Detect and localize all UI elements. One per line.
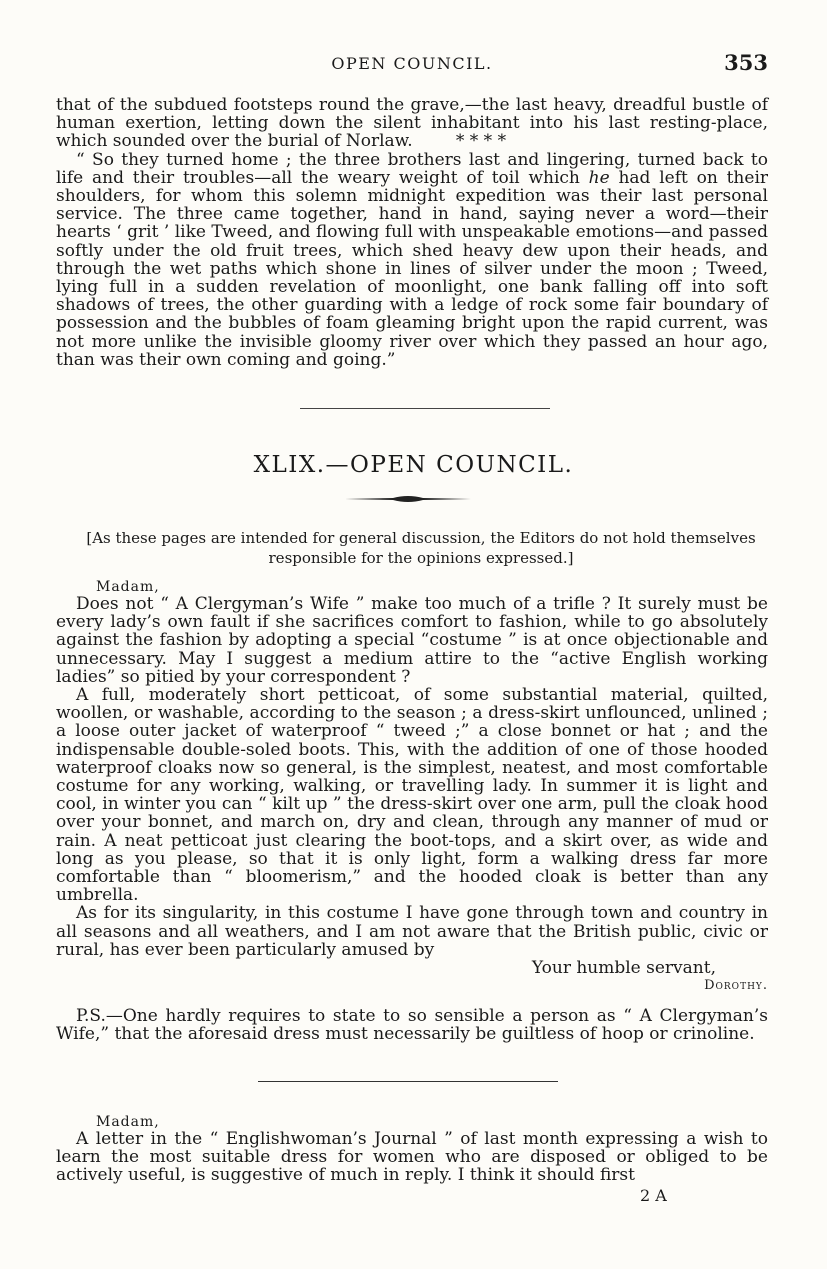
continuation-paragraph-1 — [56, 96, 768, 151]
section-heading: XLIX.—OPEN COUNCIL. — [253, 452, 574, 478]
short-rule — [300, 408, 550, 409]
running-head — [56, 50, 768, 80]
continuation-paragraph-2-rest: had left on their shoulders, for whom this solemn midnight expedition was their last personal service. The three came together, hand in hand, saying never a word—their hearts ‘ grit ’ like Tweed, and flowing full with unspeakable emotions—and passed softly under the old fruit trees, which shed heavy dew upon their heads, and through the wet paths which shone in lines of silver under the moon ; Tweed, lying full in a sudden revelation of moonlight, one bank falling off into soft shadows of trees, the other guarding with a ledge of rock some fair boundary of possession and the bubbles of foam gleaming bright upon the rapid current, was not more unlike the invisible gloomy river over which they passed an hour ago, than was their own coming and going.” — [56, 167, 769, 370]
postscript: P.S.—One hardly requires to state to so sensible a person as “ A Clergyman’s Wife,” that the aforesaid dress must necessarily be guiltless of hoop or crinoline. — [56, 1006, 768, 1045]
letter-2-paragraph-1: A letter in the “ Englishwoman’s Journal ” of last month expressing a wish to learn the most suitable dress for women who are disposed or obliged to be actively useful, is suggestive of much in reply. I think it should first — [56, 1129, 768, 1186]
ornament-rule-icon — [345, 494, 471, 504]
continuation-text — [56, 96, 768, 369]
letter-second — [56, 1114, 768, 1185]
continuation-paragraph-2-start: “ So they turned home ; the three brothers last and lingering, turned back to life and their troubles—all the weary weight of toil which — [56, 149, 768, 188]
salutation: Madam, — [96, 579, 160, 595]
signoff: Your humble servant, — [531, 958, 716, 979]
continuation-paragraph-2 — [56, 151, 768, 369]
printer-signature-mark: 2 A — [640, 1186, 667, 1205]
letter-paragraph-1: Does not “ A Clergyman’s Wife ” make too much of a trifle ? It surely must be every lady’s own fault if she sacrifices comfort to fashion, while to go absolutely against the fashion by adopting a special “costume ” is at once objectionable and unnecessary. May I suggest a medium attire to the “active English working ladies” so pitied by your correspondent ? — [56, 594, 768, 687]
running-title: OPEN COUNCIL. — [331, 54, 493, 73]
divider-rule — [258, 1081, 558, 1082]
signature-name: Dorothy. — [704, 978, 768, 994]
salutation-2: Madam, — [96, 1114, 160, 1130]
page-number: 353 — [724, 50, 768, 75]
letter-paragraph-2: A full, moderately short petticoat, of some substantial material, quilted, woollen, or washable, according to the season ; a dress-skirt unflounced, unlined ; a loose outer jacket of waterproof “ tweed ;” a close bonnet or hat ; and the indispensable double-soled boots. This, with the addition of one of those hooded waterproof cloaks now so general, is the simplest, neatest, and most comfortable costume for any working, walking, or travelling lady. In summer it is light and cool, in winter you can “ kilt up ” the dress-skirt over one arm, pull the cloak hood over your bonnet, and march on, dry and clean, through any manner of mud or rain. A neat petticoat just clearing the boot-tops, and a skirt over, as wide and long as you please, so that it is only light, form a walking dress far more comfortable than “ bloomerism,” and the hooded cloak is better than any umbrella. — [56, 685, 768, 906]
section-break-stars: * * * * — [455, 131, 507, 152]
letter-paragraph-3: As for its singularity, in this costume I have gone through town and country in all seasons and all weathers, and I am not aware that the British public, civic or rural, has ever been particularly amused by — [56, 903, 768, 960]
continuation-paragraph-1-text: that of the subdued footsteps round the grave,—the last heavy, dreadful bustle of human exertion, letting down the silent inhabitant into his last resting-place, which sounded over the burial of Norlaw. — [56, 95, 768, 152]
signature — [56, 977, 768, 995]
italic-he: he — [588, 167, 610, 188]
letter-dorothy — [56, 579, 768, 1044]
editorial-note: [As these pages are intended for general discussion, the Editors do not hold themselves responsible for the opinions expressed.] — [86, 529, 756, 567]
